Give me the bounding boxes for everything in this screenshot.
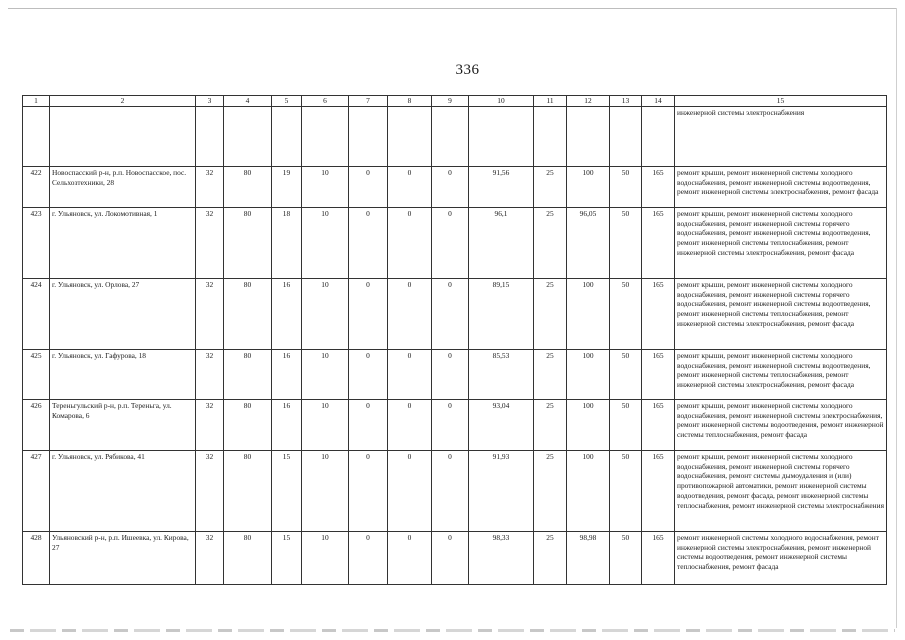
value-cell: 32 (196, 450, 224, 531)
value-cell: 89,15 (469, 278, 534, 349)
value-cell: 0 (432, 531, 469, 584)
value-cell: 80 (224, 349, 272, 399)
value-cell: 0 (349, 531, 388, 584)
value-cell: 32 (196, 531, 224, 584)
repair-program-table (22, 95, 887, 585)
value-cell: 15 (272, 531, 302, 584)
value-cell: 25 (534, 399, 567, 450)
table-row (23, 207, 887, 278)
value-cell: 0 (388, 531, 432, 584)
value-cell: 80 (224, 399, 272, 450)
row-number: 424 (23, 278, 50, 349)
column-number: 13 (610, 96, 642, 107)
value-cell: 85,53 (469, 349, 534, 399)
value-cell: 80 (224, 531, 272, 584)
column-number: 1 (23, 96, 50, 107)
value-cell: 165 (642, 531, 675, 584)
empty-cell (642, 106, 675, 166)
value-cell: 0 (349, 450, 388, 531)
column-number: 10 (469, 96, 534, 107)
value-cell: 165 (642, 166, 675, 207)
value-cell: 50 (610, 166, 642, 207)
column-number: 12 (567, 96, 610, 107)
column-number: 5 (272, 96, 302, 107)
value-cell: 10 (302, 349, 349, 399)
works-cell: ремонт крыши, ремонт инженерной системы холодного водоснабжения, ремонт инженерной системы горячего водоснабжения, ремонт инженерной системы водоотведения, ремонт инженерной системы теплоснабжения, ремонт инженерной системы электроснабжения, ремонт фасада (675, 207, 887, 278)
table-row (23, 399, 887, 450)
value-cell: 50 (610, 278, 642, 349)
page-number: 336 (455, 62, 480, 78)
empty-cell (432, 106, 469, 166)
column-number: 7 (349, 96, 388, 107)
value-cell: 80 (224, 278, 272, 349)
value-cell: 50 (610, 450, 642, 531)
works-cell: ремонт крыши, ремонт инженерной системы холодного водоснабжения, ремонт инженерной системы водоотведения, ремонт инженерной системы электроснабжения, ремонт фасада (675, 166, 887, 207)
table-row (23, 278, 887, 349)
column-number: 3 (196, 96, 224, 107)
value-cell: 100 (567, 450, 610, 531)
value-cell: 0 (388, 278, 432, 349)
value-cell: 10 (302, 278, 349, 349)
works-cell: ремонт крыши, ремонт инженерной системы холодного водоснабжения, ремонт инженерной системы водоотведения, ремонт инженерной системы теплоснабжения, ремонт инженерной системы электроснабжения, ремонт фасада (675, 349, 887, 399)
value-cell: 96,1 (469, 207, 534, 278)
value-cell: 0 (349, 278, 388, 349)
value-cell: 0 (349, 399, 388, 450)
table-row (23, 349, 887, 399)
value-cell: 165 (642, 207, 675, 278)
value-cell: 80 (224, 166, 272, 207)
column-number: 9 (432, 96, 469, 107)
table-row (23, 450, 887, 531)
table-row (23, 531, 887, 584)
empty-cell (610, 106, 642, 166)
value-cell: 93,04 (469, 399, 534, 450)
value-cell: 16 (272, 278, 302, 349)
empty-cell (196, 106, 224, 166)
column-number: 4 (224, 96, 272, 107)
scan-artifact (10, 629, 895, 632)
value-cell: 98,98 (567, 531, 610, 584)
value-cell: 32 (196, 278, 224, 349)
value-cell: 32 (196, 207, 224, 278)
value-cell: 0 (432, 450, 469, 531)
value-cell: 25 (534, 531, 567, 584)
value-cell: 10 (302, 399, 349, 450)
row-number: 427 (23, 450, 50, 531)
value-cell: 165 (642, 450, 675, 531)
empty-cell (224, 106, 272, 166)
row-number: 422 (23, 166, 50, 207)
empty-cell (534, 106, 567, 166)
value-cell: 0 (388, 349, 432, 399)
value-cell: 98,33 (469, 531, 534, 584)
row-number: 428 (23, 531, 50, 584)
value-cell: 0 (349, 166, 388, 207)
address-cell: г. Ульяновск, ул. Гафурова, 18 (50, 349, 196, 399)
empty-cell (23, 106, 50, 166)
value-cell: 25 (534, 278, 567, 349)
value-cell: 16 (272, 399, 302, 450)
value-cell: 15 (272, 450, 302, 531)
value-cell: 0 (349, 207, 388, 278)
column-number: 2 (50, 96, 196, 107)
value-cell: 80 (224, 450, 272, 531)
empty-cell (388, 106, 432, 166)
page-edge (8, 8, 897, 9)
value-cell: 50 (610, 399, 642, 450)
value-cell: 50 (610, 207, 642, 278)
value-cell: 0 (432, 278, 469, 349)
value-cell: 165 (642, 399, 675, 450)
value-cell: 100 (567, 278, 610, 349)
value-cell: 25 (534, 349, 567, 399)
address-cell: Ульяновский р-н, р.п. Ишеевка, ул. Кирова, 27 (50, 531, 196, 584)
address-cell: г. Ульяновск, ул. Рябикова, 41 (50, 450, 196, 531)
page-edge (896, 8, 897, 628)
works-cell: инженерной системы электроснабжения (675, 106, 887, 166)
value-cell: 0 (388, 166, 432, 207)
value-cell: 0 (432, 349, 469, 399)
column-number: 14 (642, 96, 675, 107)
address-cell: Новоспасский р-н, р.п. Новоспасское, пос. Сельхозтехники, 28 (50, 166, 196, 207)
row-number: 426 (23, 399, 50, 450)
value-cell: 32 (196, 399, 224, 450)
value-cell: 10 (302, 450, 349, 531)
value-cell: 25 (534, 166, 567, 207)
empty-cell (349, 106, 388, 166)
works-cell: ремонт крыши, ремонт инженерной системы холодного водоснабжения, ремонт инженерной системы горячего водоснабжения, ремонт инженерной системы водоотведения, ремонт инженерной системы теплоснабжения, ремонт инженерной системы электроснабжения, ремонт фасада (675, 278, 887, 349)
column-number: 15 (675, 96, 887, 107)
value-cell: 0 (432, 207, 469, 278)
value-cell: 100 (567, 399, 610, 450)
value-cell: 10 (302, 207, 349, 278)
value-cell: 100 (567, 349, 610, 399)
value-cell: 50 (610, 349, 642, 399)
empty-cell (50, 106, 196, 166)
value-cell: 50 (610, 531, 642, 584)
value-cell: 0 (388, 450, 432, 531)
row-number: 423 (23, 207, 50, 278)
column-number: 11 (534, 96, 567, 107)
value-cell: 0 (349, 349, 388, 399)
empty-cell (567, 106, 610, 166)
works-cell: ремонт инженерной системы холодного водоснабжения, ремонт инженерной системы электроснабжения, ремонт инженерной системы водоотведения, ремонт инженерной системы теплоснабжения, ремонт фасада (675, 531, 887, 584)
value-cell: 25 (534, 450, 567, 531)
value-cell: 100 (567, 166, 610, 207)
value-cell: 80 (224, 207, 272, 278)
column-number: 6 (302, 96, 349, 107)
value-cell: 25 (534, 207, 567, 278)
column-number-row (23, 96, 887, 107)
row-number: 425 (23, 349, 50, 399)
value-cell: 91,93 (469, 450, 534, 531)
address-cell: г. Ульяновск, ул. Орлова, 27 (50, 278, 196, 349)
column-number: 8 (388, 96, 432, 107)
value-cell: 165 (642, 349, 675, 399)
value-cell: 165 (642, 278, 675, 349)
value-cell: 91,56 (469, 166, 534, 207)
value-cell: 0 (388, 399, 432, 450)
value-cell: 32 (196, 349, 224, 399)
works-cell: ремонт крыши, ремонт инженерной системы холодного водоснабжения, ремонт инженерной системы горячего водоснабжения, ремонт системы дымоудаления и (или) противопожарной автоматики, ремонт инженерной системы водоотведения, ремонт фасада, ремонт инженерной системы теплоснабжения, ремонт инженерной системы электроснабжения (675, 450, 887, 531)
value-cell: 32 (196, 166, 224, 207)
value-cell: 0 (432, 399, 469, 450)
value-cell: 10 (302, 531, 349, 584)
empty-cell (272, 106, 302, 166)
empty-cell (469, 106, 534, 166)
empty-cell (302, 106, 349, 166)
value-cell: 0 (388, 207, 432, 278)
value-cell: 10 (302, 166, 349, 207)
value-cell: 0 (432, 166, 469, 207)
continuation-row (23, 106, 887, 166)
value-cell: 16 (272, 349, 302, 399)
value-cell: 18 (272, 207, 302, 278)
value-cell: 96,05 (567, 207, 610, 278)
address-cell: Тереньгульский р-н, р.п. Тереньга, ул. Комарова, 6 (50, 399, 196, 450)
value-cell: 19 (272, 166, 302, 207)
address-cell: г. Ульяновск, ул. Локомотивная, 1 (50, 207, 196, 278)
works-cell: ремонт крыши, ремонт инженерной системы холодного водоснабжения, ремонт инженерной системы электроснабжения, ремонт инженерной системы водоотведения, ремонт инженерной системы теплоснабжения, ремонт фасада (675, 399, 887, 450)
table-row (23, 166, 887, 207)
